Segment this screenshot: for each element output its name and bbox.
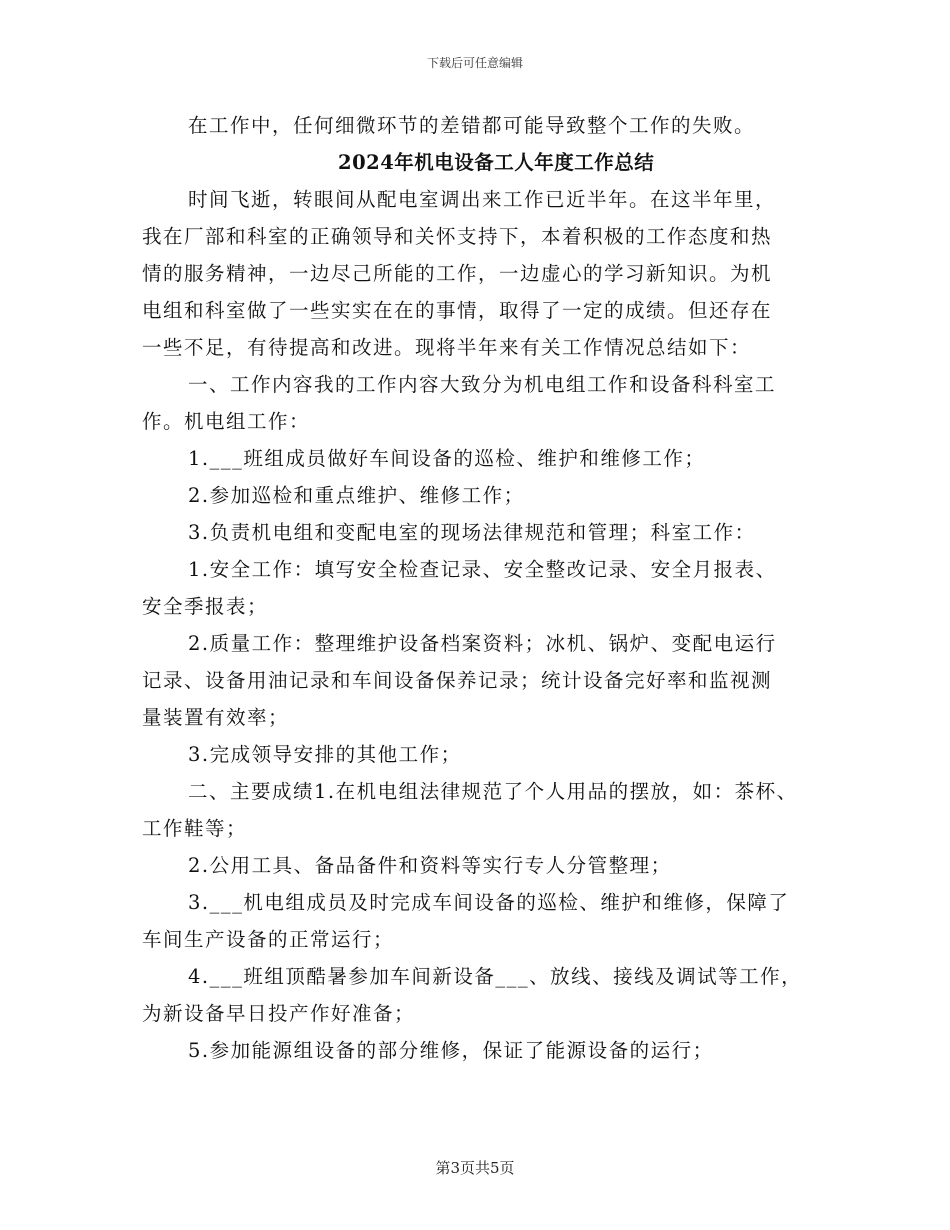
body-line: 时间飞逝，转眼间从配电室调出来工作已近半年。在这半年里， bbox=[188, 188, 777, 211]
section-heading: 二、主要成绩1.在机电组法律规范了个人用品的摆放，如：茶杯、 bbox=[188, 780, 798, 803]
section-heading: 一、工作内容我的工作内容大致分为机电组工作和设备科科室工 bbox=[188, 373, 777, 396]
body-line: 情的服务精神，一边尽己所能的工作，一边虚心的学习新知识。为机 bbox=[142, 262, 773, 285]
body-line: 在工作中，任何细微环节的差错都可能导致整个工作的失败。 bbox=[188, 114, 756, 137]
body-line: 电组和科室做了一些实实在在的事情，取得了一定的成绩。但还存在 bbox=[142, 299, 773, 322]
page-header: 下载后可任意编辑 bbox=[426, 56, 523, 70]
document-title: 2024年机电设备工人年度工作总结 bbox=[338, 151, 655, 174]
body-line: 作。机电组工作： bbox=[142, 410, 311, 433]
body-line: 工作鞋等； bbox=[142, 817, 248, 840]
list-item: 1.___班组成员做好车间设备的巡检、维护和维修工作； bbox=[188, 447, 706, 470]
list-item: 2.参加巡检和重点维护、维修工作； bbox=[188, 484, 525, 507]
body-line: 一些不足，有待提高和改进。现将半年来有关工作情况总结如下： bbox=[142, 336, 752, 359]
body-line: 安全季报表； bbox=[142, 595, 269, 618]
body-line: 我在厂部和科室的正确领导和关怀支持下，本着积极的工作态度和热 bbox=[142, 225, 773, 248]
list-item: 2.质量工作：整理维护设备档案资料；冰机、锅炉、变配电运行 bbox=[188, 632, 777, 655]
list-item: 3.完成领导安排的其他工作； bbox=[188, 743, 462, 766]
body-line: 量装置有效率； bbox=[142, 706, 290, 729]
page-footer: 第3页共5页 bbox=[435, 1159, 515, 1177]
body-line: 记录、设备用油记录和车间设备保养记录；统计设备完好率和监视测 bbox=[142, 669, 773, 692]
list-item: 4.___班组顶酷暑参加车间新设备___、放线、接线及调试等工作， bbox=[188, 965, 803, 988]
list-item: 1.安全工作：填写安全检查记录、安全整改记录、安全月报表、 bbox=[188, 558, 777, 581]
body-line: 车间生产设备的正常运行； bbox=[142, 928, 395, 951]
list-item: 3.___机电组成员及时完成车间设备的巡检、维护和维修，保障了 bbox=[188, 891, 790, 914]
list-item: 5.参加能源组设备的部分维修，保证了能源设备的运行； bbox=[188, 1039, 714, 1062]
list-item: 3.负责机电组和变配电室的现场法律规范和管理；科室工作： bbox=[188, 521, 756, 544]
body-line: 为新设备早日投产作好准备； bbox=[142, 1002, 416, 1025]
list-item: 2.公用工具、备品备件和资料等实行专人分管整理； bbox=[188, 854, 672, 877]
